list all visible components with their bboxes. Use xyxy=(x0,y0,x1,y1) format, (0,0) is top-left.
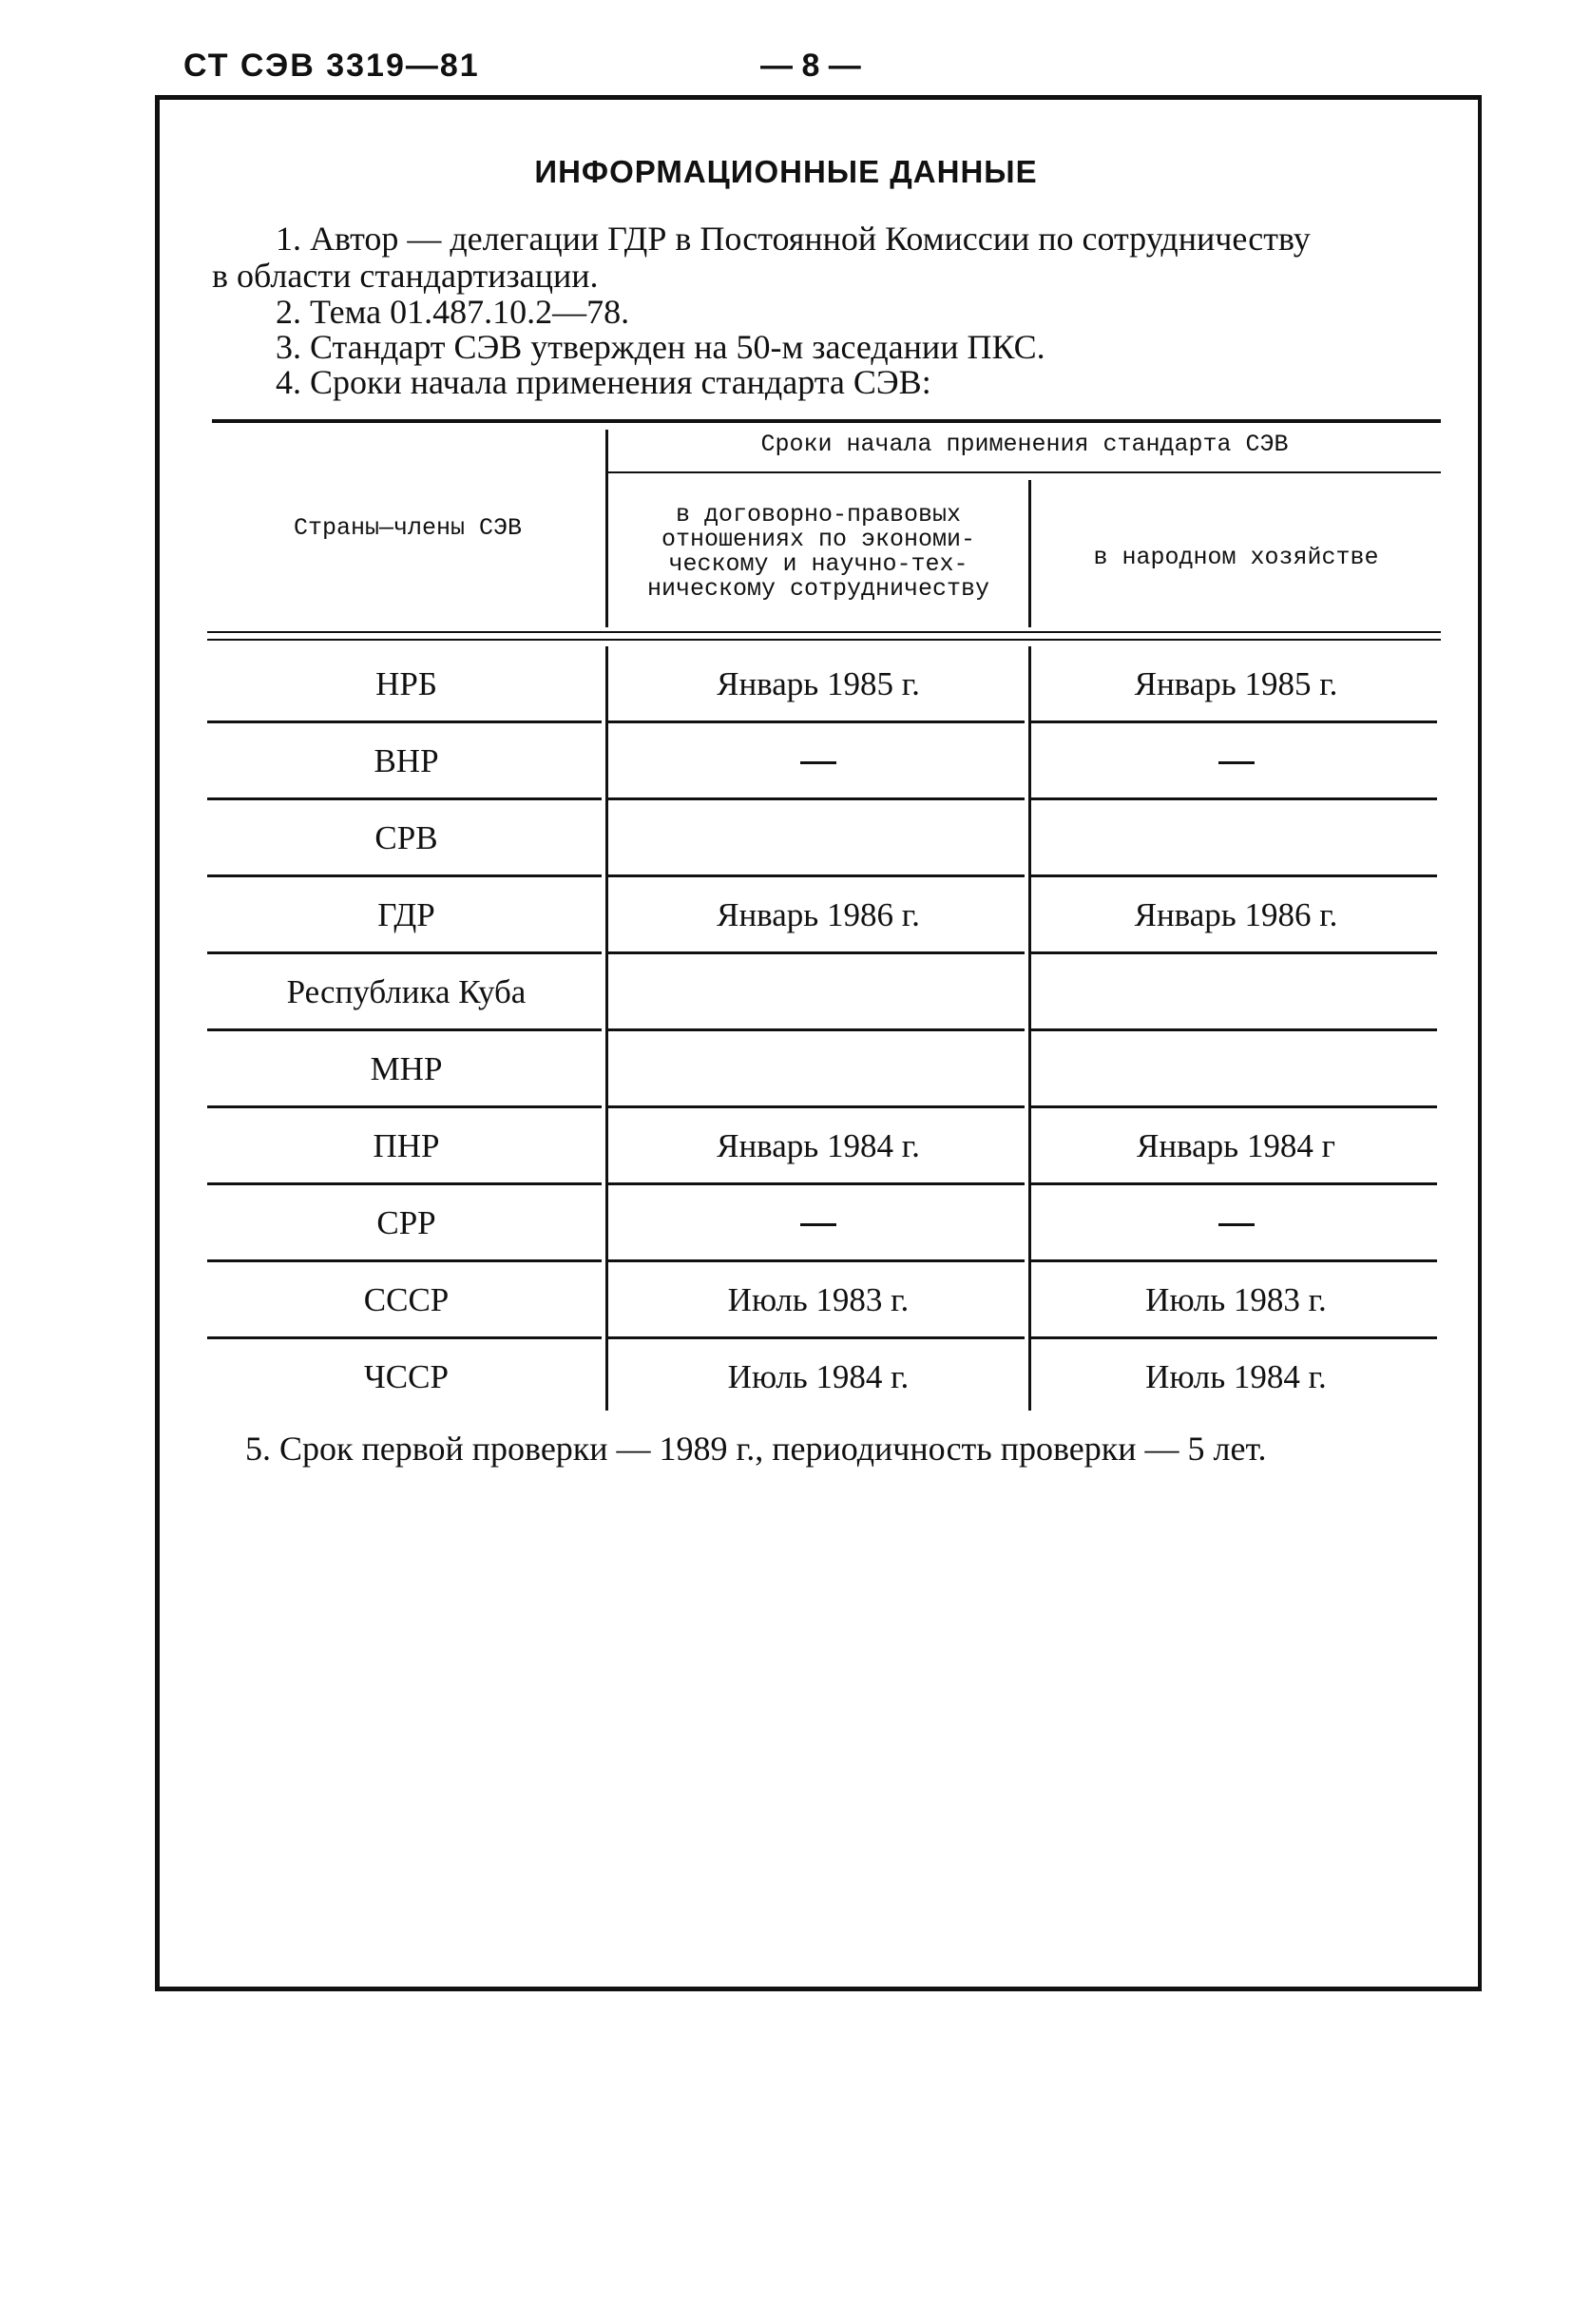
table-cell-country: ПНР xyxy=(373,1127,440,1164)
table-cell-country: МНР xyxy=(370,1050,443,1087)
table-cell-economy: Январь 1986 г. xyxy=(1134,896,1338,933)
header-bottom-rule-1 xyxy=(207,631,1441,633)
table-cell-economy xyxy=(1031,1031,1441,1107)
dash-contract xyxy=(800,761,836,764)
item-5: 5. Срок первой проверки — 1989 г., периодичность проверки — 5 лет. xyxy=(245,1430,1267,1468)
header-bottom-rule-2 xyxy=(207,639,1441,641)
row-rule xyxy=(1031,1182,1437,1185)
table-cell-contract: Июль 1984 г. xyxy=(727,1358,910,1395)
header-group-label: Сроки начала применения стандарта СЭВ xyxy=(760,431,1289,458)
table-cell-economy: Январь 1984 г xyxy=(1137,1127,1335,1164)
table-cell-country: СССР xyxy=(363,1281,450,1318)
table-cell-country: ГДР xyxy=(377,896,435,933)
item-1-line-1: 1. Автор — делегации ГДР в Постоянной Комиссии по сотрудничеству xyxy=(276,220,1311,258)
table-cell-country: ЧССР xyxy=(364,1358,449,1395)
table-cell-contract xyxy=(608,1031,1028,1107)
column-header-economy: в народном хозяйстве xyxy=(1093,544,1379,571)
table-cell-country: СРР xyxy=(376,1204,436,1241)
table-cell-contract xyxy=(608,800,1028,876)
item-1-line-2: в области стандартизации. xyxy=(212,257,599,295)
table-cell-contract: Январь 1986 г. xyxy=(717,896,920,933)
header-group-rule xyxy=(608,471,1441,473)
table-cell-economy: Июль 1983 г. xyxy=(1145,1281,1327,1318)
item-4: 4. Сроки начала применения стандарта СЭВ: xyxy=(276,363,931,401)
table-cell-economy xyxy=(1031,954,1441,1030)
column-header-contract-line-4: ническому сотрудничеству xyxy=(646,575,990,603)
row-rule xyxy=(608,1182,1025,1185)
table-cell-contract: Июль 1983 г. xyxy=(727,1281,910,1318)
standard-code: СТ СЭВ 3319—81 xyxy=(183,48,480,84)
dash-economy xyxy=(1218,1223,1255,1226)
table-cell-economy: Июль 1984 г. xyxy=(1145,1358,1327,1395)
dash-economy xyxy=(1218,761,1255,764)
column-header-country: Страны—члены СЭВ xyxy=(293,514,523,542)
item-2: 2. Тема 01.487.10.2—78. xyxy=(276,293,630,331)
column-header-contract-line-2: отношениях по экономи- xyxy=(661,526,976,553)
table-cell-contract: Январь 1984 г. xyxy=(717,1127,920,1164)
column-header-contract-line-3: ческому и научно-тех- xyxy=(668,550,968,578)
table-cell-economy: Январь 1985 г. xyxy=(1134,665,1338,702)
item-3: 3. Стандарт СЭВ утвержден на 50-м заседании ПКС. xyxy=(276,328,1045,366)
table-top-rule xyxy=(212,419,1441,423)
table-cell-country: СРВ xyxy=(374,819,438,856)
row-rule xyxy=(608,720,1025,723)
column-header-contract-line-1: в договорно-правовых xyxy=(675,501,962,528)
table-cell-contract xyxy=(608,954,1028,1030)
table-cell-contract: Январь 1985 г. xyxy=(717,665,920,702)
row-rule xyxy=(1031,720,1437,723)
dash-contract xyxy=(800,1223,836,1226)
table-cell-country: ВНР xyxy=(374,742,439,779)
column-header-contract xyxy=(608,503,1028,602)
page-number: — 8 — xyxy=(760,48,861,84)
table-cell-country: Республика Куба xyxy=(286,973,527,1010)
section-title: ИНФОРМАЦИОННЫЕ ДАННЫЕ xyxy=(534,154,1038,189)
table-cell-country: НРБ xyxy=(375,665,437,702)
table-cell-economy xyxy=(1031,800,1441,876)
